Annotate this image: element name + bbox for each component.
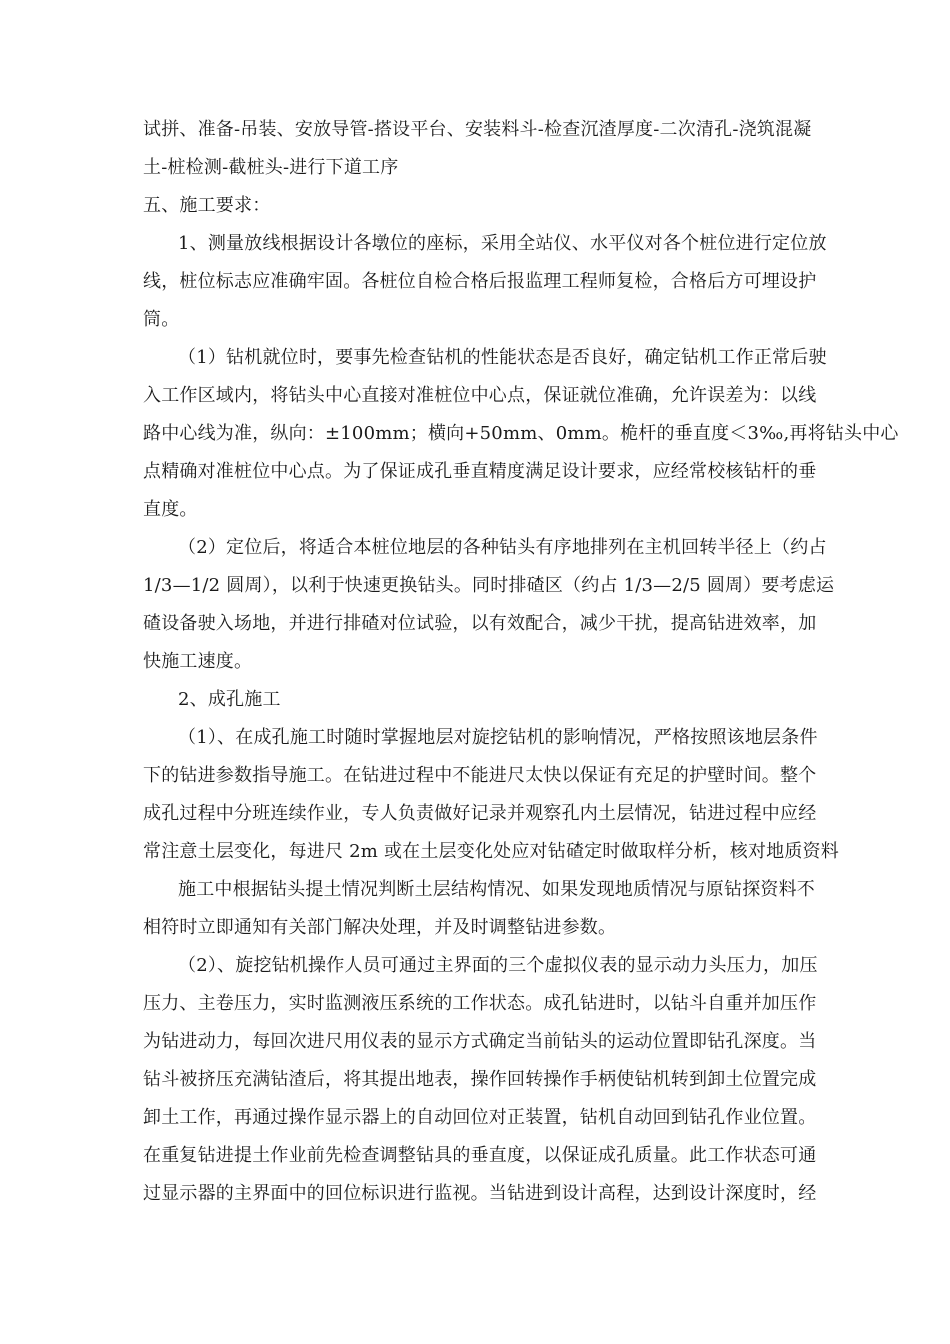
text-line: 压力、主卷压力，实时监测液压系统的工作状态。成孔钻进时，以钻斗自重并加压作 — [143, 993, 817, 1014]
text-line: 为钻进动力，每回次进尺用仪表的显示方式确定当前钻头的运动位置即钻孔深度。当 — [143, 1031, 817, 1052]
text-line: 钻斗被挤压充满钻渣后，将其提出地表，操作回转操作手柄使钻机转到卸土位置完成 — [143, 1069, 817, 1090]
text-line: 下的钻进参数指导施工。在钻进过程中不能进尺太快以保证有充足的护壁时间。整个 — [143, 765, 817, 786]
text-line: 施工中根据钻头提土情况判断土层结构情况、如果发现地质情况与原钻探资料不 — [178, 879, 815, 900]
text-line: （2）定位后，将适合本桩位地层的各种钻头有序地排列在主机回转半径上（约占 — [178, 537, 827, 558]
text-line: 入工作区域内，将钻头中心直接对准桩位中心点，保证就位准确，允许误差为：以线 — [143, 385, 817, 406]
text-line: 直度。 — [143, 499, 198, 520]
text-line: 路中心线为准，纵向：±100mm；横向+50mm、0mm。桅杆的垂直度＜3‰,再将钻头中心 — [143, 423, 899, 444]
text-line: 线，桩位标志应准确牢固。各桩位自检合格后报监理工程师复检，合格后方可埋设护 — [143, 271, 817, 292]
subsection-heading: 2、成孔施工 — [178, 689, 281, 710]
text-line: 成孔过程中分班连续作业，专人负责做好记录并观察孔内土层情况，钻进过程中应经 — [143, 803, 817, 824]
text-line: （1）、在成孔施工时随时掌握地层对旋挖钻机的影响情况，严格按照该地层条件 — [178, 727, 818, 748]
text-line: 碴设备驶入场地，并进行排碴对位试验，以有效配合，减少干扰，提高钻进效率，加 — [143, 613, 817, 634]
text-line: 1/3—1/2 圆周），以利于快速更换钻头。同时排碴区（约占 1/3—2/5 圆周）要考虑运 — [143, 575, 835, 596]
text-line: 试拼、准备-吊装、安放导管-搭设平台、安装料斗-检查沉渣厚度-二次清孔-浇筑混凝 — [143, 119, 812, 140]
text-line: 过显示器的主界面中的回位标识进行监视。当钻进到设计高程，达到设计深度时，经 — [143, 1183, 817, 1204]
text-line: 在重复钻进提土作业前先检查调整钻具的垂直度，以保证成孔质量。此工作状态可通 — [143, 1145, 817, 1166]
text-line: 相符时立即通知有关部门解决处理，并及时调整钻进参数。 — [143, 917, 617, 938]
text-line: 1、测量放线根据设计各墩位的座标，采用全站仪、水平仪对各个桩位进行定位放 — [178, 233, 827, 254]
text-line: 筒。 — [143, 309, 180, 330]
text-line: 快施工速度。 — [143, 651, 253, 672]
text-line: 常注意土层变化，每进尺 2m 或在土层变化处应对钻碴定时做取样分析，核对地质资料 — [143, 841, 839, 862]
section-heading: 五、施工要求： — [143, 195, 271, 216]
text-line: （1）钻机就位时，要事先检查钻机的性能状态是否良好，确定钻机工作正常后驶 — [178, 347, 827, 368]
text-line: 卸土工作，再通过操作显示器上的自动回位对正装置，钻机自动回到钻孔作业位置。 — [143, 1107, 817, 1128]
text-line: 土-桩检测-截桩头-进行下道工序 — [143, 157, 399, 178]
text-line: 点精确对准桩位中心点。为了保证成孔垂直精度满足设计要求，应经常校核钻杆的垂 — [143, 461, 817, 482]
text-line: （2）、旋挖钻机操作人员可通过主界面的三个虚拟仪表的显示动力头压力，加压 — [178, 955, 818, 976]
